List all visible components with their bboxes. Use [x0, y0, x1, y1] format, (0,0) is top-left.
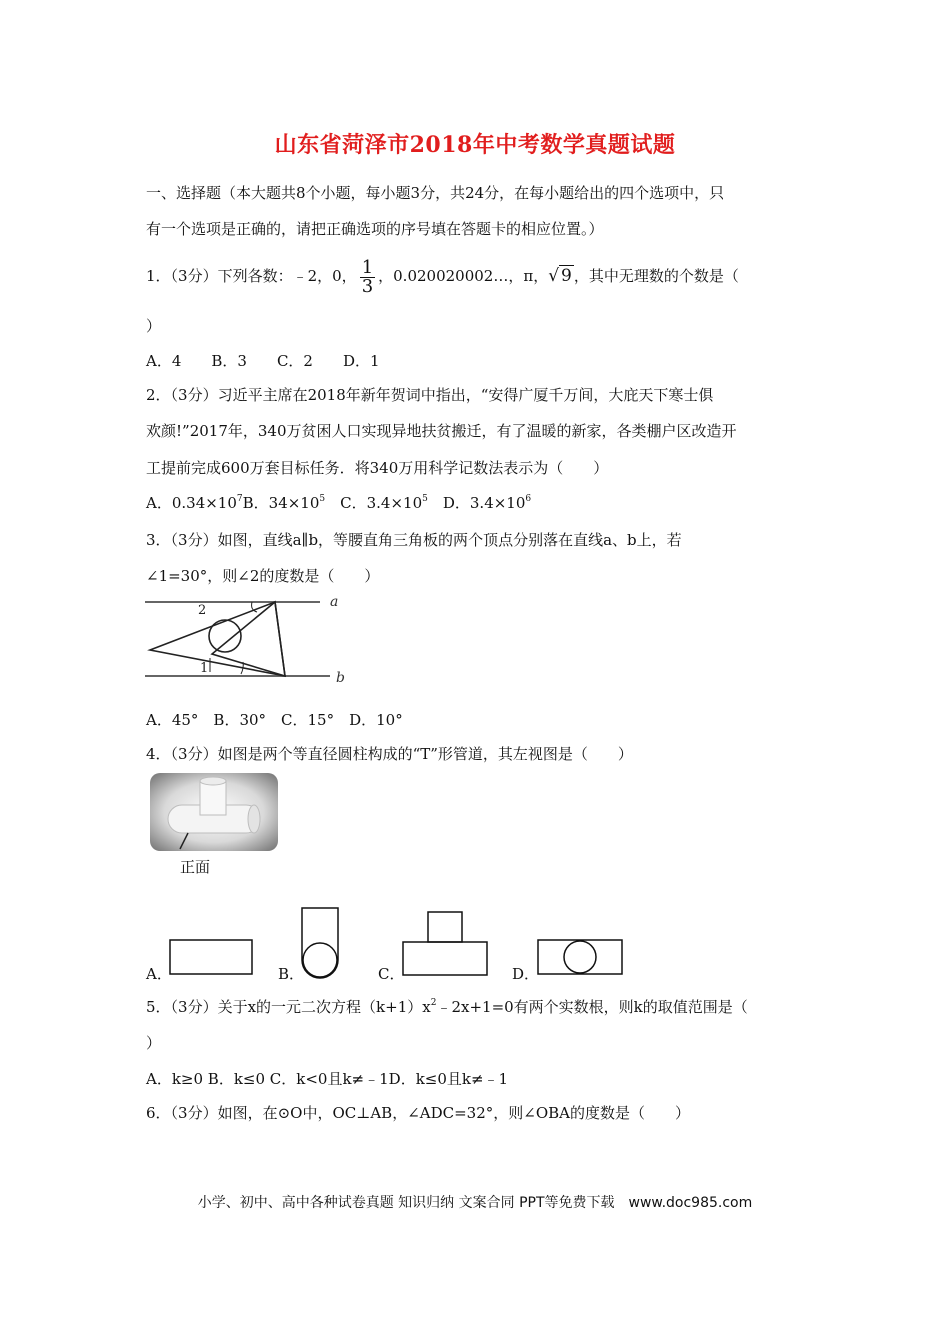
section-instructions-line2: 有一个选项是正确的，请把正确选项的序号填在答题卡的相应位置。）	[146, 220, 604, 238]
page-title: 山东省菏泽市2018年中考数学真题试题	[274, 132, 676, 158]
option-c-bottom-rect	[403, 942, 487, 975]
label-angle-2: 2	[198, 603, 207, 618]
footer-url[interactable]: www.doc985.com	[628, 1195, 753, 1211]
q2-option-c: C．3.4×10	[325, 494, 423, 512]
q4-option-c-figure	[400, 910, 490, 978]
option-d-rectangle	[538, 940, 622, 974]
question-2-line2: 欢颜!”2017年，340万贫困人口实现异地扶贫搬迁，有了温暖的新家，各类棚户区改造开	[146, 422, 737, 440]
fraction-numerator: 1	[361, 256, 374, 278]
question-2-line1: 2．（3分）习近平主席在2018年新年贺词中指出，“安得广厦千万间，大庇天下寒士俱	[146, 386, 714, 404]
footer-text: 小学、初中、高中各种试卷真题 知识归纳 文案合同 PPT等免费下载	[197, 1195, 629, 1211]
question-1-stem-cont: ）	[146, 317, 162, 335]
question-5-line2: ）	[146, 1034, 162, 1052]
front-view-label: 正面	[180, 858, 211, 876]
q4-option-a-figure	[166, 938, 256, 978]
fraction-one-third	[360, 256, 375, 297]
section-instructions-line1: 一、选择题（本大题共8个小题，每小题3分，共24分，在每小题给出的四个选项中，只	[146, 184, 725, 202]
question-2-line3: 工提前完成600万套目标任务．将340万用科学记数法表示为（ ）	[146, 459, 609, 477]
front-arrow	[180, 833, 188, 849]
sqrt-nine	[548, 256, 574, 296]
q2-option-a: A．0.34×10	[146, 494, 237, 512]
question-6-line1: 6．（3分）如图，在⊙O中，OC⊥AB，∠ADC=32°，则∠OBA的度数是（ ）	[146, 1104, 690, 1122]
option-d-circle	[564, 941, 596, 973]
question-5-options: A．k≥0 B．k≤0 C．k<0且k≠﹣1D．k≤0且k≠﹣1	[146, 1070, 509, 1088]
question-4-line1: 4．（3分）如图是两个等直径圆柱构成的“T”形管道，其左视图是（ ）	[146, 745, 633, 763]
triangle-hole-circle	[209, 620, 241, 652]
q4-option-b-figure	[296, 906, 346, 980]
question-3-options: A．45° B．30° C．15° D．10°	[146, 711, 403, 729]
label-a: a	[330, 594, 339, 610]
q4-option-c-label: C．	[378, 965, 405, 983]
t-pipe-photo	[150, 773, 278, 851]
label-angle-1: 1	[200, 661, 209, 676]
question-2-options	[146, 493, 816, 513]
question-3-line2: ∠1=30°，则∠2的度数是（ ）	[146, 567, 380, 585]
q1-mid: ，0.020020002…，π，	[378, 267, 549, 285]
q1-prefix: 1．（3分）下列各数：﹣2，0，	[146, 267, 357, 285]
page-footer	[0, 1192, 950, 1212]
q2-option-d-exp: 6	[525, 494, 532, 504]
option-a-rectangle	[170, 940, 252, 974]
question-5-line1	[146, 997, 816, 1017]
question-1-options: A．4 B．3 C．2 D．1	[146, 352, 380, 370]
cylinder-end	[248, 805, 260, 833]
q5-stem-a: 5．（3分）关于x的一元二次方程（k+1）x	[146, 998, 431, 1016]
triangle-right-angle-part	[212, 602, 285, 676]
q4-option-b-label: B．	[278, 965, 305, 983]
q4-option-a-label: A．	[146, 965, 172, 983]
vertical-cylinder-top	[200, 777, 226, 785]
vertical-cylinder	[200, 781, 226, 815]
q2-option-c-exp: 5	[422, 494, 428, 504]
q2-option-a-exp: 7	[236, 494, 243, 504]
fraction-denominator: 3	[361, 275, 374, 297]
sqrt-sign: √	[548, 266, 560, 286]
q1-suffix: ，其中无理数的个数是（	[573, 267, 739, 285]
q4-option-d-figure	[534, 938, 626, 978]
label-b: b	[336, 670, 345, 686]
q2-option-b: B．34×10	[242, 494, 320, 512]
figure-parallel-lines-triangle	[140, 590, 360, 690]
q4-option-d-label: D．	[512, 965, 540, 983]
t-pipe-drawing	[150, 773, 278, 851]
q2-option-d: D．3.4×10	[427, 494, 526, 512]
q5-exponent: 2	[430, 998, 437, 1008]
triangle-ruler	[150, 602, 285, 676]
option-b-circle	[303, 943, 337, 977]
q5-stem-b: ﹣2x+1=0有两个实数根，则k的取值范围是（	[436, 998, 748, 1016]
option-c-top-square	[428, 912, 462, 942]
sqrt-radicand: 9	[561, 266, 572, 286]
question-1-stem	[146, 256, 816, 296]
q2-option-b-exp: 5	[319, 494, 326, 504]
question-3-line1: 3．（3分）如图，直线a∥b，等腰直角三角板的两个顶点分别落在直线a、b上，若	[146, 531, 682, 549]
